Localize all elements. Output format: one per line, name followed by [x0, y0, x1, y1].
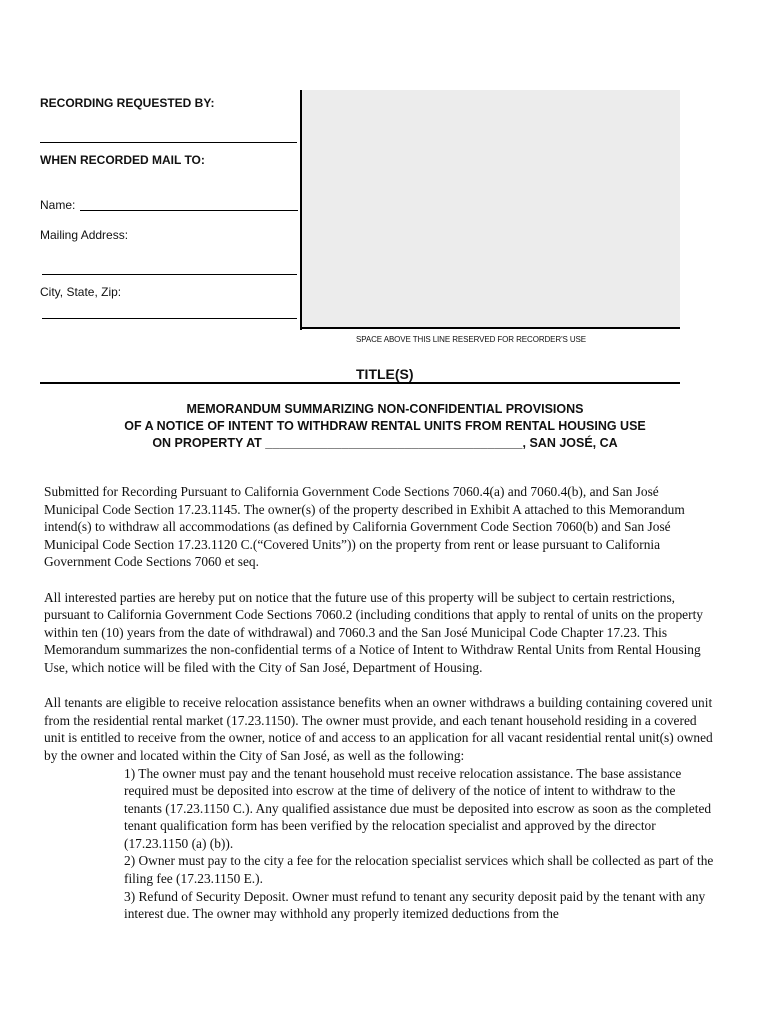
list-item-relocation-specialist-fee: 2) Owner must pay to the city a fee for the relocation specialist services which shall be collected as part of the filing fee (17.23.1150 E.). [124, 853, 714, 887]
mailing-address-field-line[interactable] [42, 274, 297, 275]
paragraph-tenant-eligibility: All tenants are eligible to receive relocation assistance benefits when an owner withdraws a building containing covered unit from the residential rental market (17.23.1150). The owner must provide, and each tenant household residing in a covered unit is entitled to receive from the owner, notice of and access to an application for all vacant residential rental unit(s) owned by the owner and located within the City of San José, as well as the following: [44, 695, 713, 763]
city-state-zip-field-line[interactable] [42, 318, 297, 319]
name-field-line[interactable] [80, 210, 298, 211]
city-state-zip-label: City, State, Zip: [40, 285, 122, 299]
list-item-security-deposit: 3) Refund of Security Deposit. Owner must refund to tenant any security deposit paid by the tenant with any interest due. The owner may withhold any properly itemized deductions from the [124, 888, 706, 922]
memo-heading-line-2: OF A NOTICE OF INTENT TO WITHDRAW RENTAL UNITS FROM RENTAL HOUSING USE [124, 419, 646, 433]
mailing-address-label: Mailing Address: [40, 228, 129, 242]
document-body [44, 483, 714, 923]
recorder-use-note: SPACE ABOVE THIS LINE RESERVED FOR RECORDER'S USE [356, 335, 587, 344]
name-label: Name: [40, 198, 76, 212]
title-rule [40, 382, 680, 384]
memo-heading-line-3: ON PROPERTY AT _____________________________________, SAN JOSÉ, CA [152, 436, 618, 450]
recording-requested-by-line[interactable] [40, 142, 297, 143]
recorder-use-area [302, 90, 680, 328]
paragraph-interested-parties: All interested parties are hereby put on notice that the future use of this property will be subject to certain restrictions, pursuant to California Government Code Sections 7060.2 (including conditions that apply to rental of units on the property within ten (10) years from the date of withdrawal) and 7060.3 and the San José Municipal Code Chapter 17.23. This Memorandum summarizes the non-confidential terms of a Notice of Intent to Withdraw Rental Units from Rental Housing Use, which notice will be filed with the City of San José, Department of Housing. [44, 589, 703, 675]
paragraph-submitted-for-recording: Submitted for Recording Pursuant to California Government Code Sections 7060.4(a) and 7060.4(b), and San José Municipal Code Section 17.23.1145. The owner(s) of the property described in Exhibit A attached to this Memorandum intend(s) to withdraw all accommodations (as defined by California Government Code Section 7060(b) and San José Municipal Code Section 17.23.1120 C.(“Covered Units”)) on the property from rent or lease pursuant to California Government Code Sections 7060 et seq. [44, 484, 685, 570]
recorder-space-line [302, 327, 680, 329]
memo-heading-line-1: MEMORANDUM SUMMARIZING NON-CONFIDENTIAL PROVISIONS [186, 402, 584, 416]
header-divider-vertical [300, 90, 302, 330]
list-item-relocation-assistance: 1) The owner must pay and the tenant household must receive relocation assistance. The base assistance required must be deposited into escrow at the time of delivery of the notice of intent to withdraw to the tenants (17.23.1150 C.). Any qualified assistance due must be deposited into escrow as soon as the completed tenant qualification form has been verified by the relocation specialist and approved by the director (17.23.1150 (a) (b)). [124, 765, 712, 851]
recording-requested-by-label: RECORDING REQUESTED BY: [40, 96, 215, 110]
document-title: TITLE(S) [356, 366, 414, 382]
when-recorded-mail-to-label: WHEN RECORDED MAIL TO: [40, 153, 205, 167]
